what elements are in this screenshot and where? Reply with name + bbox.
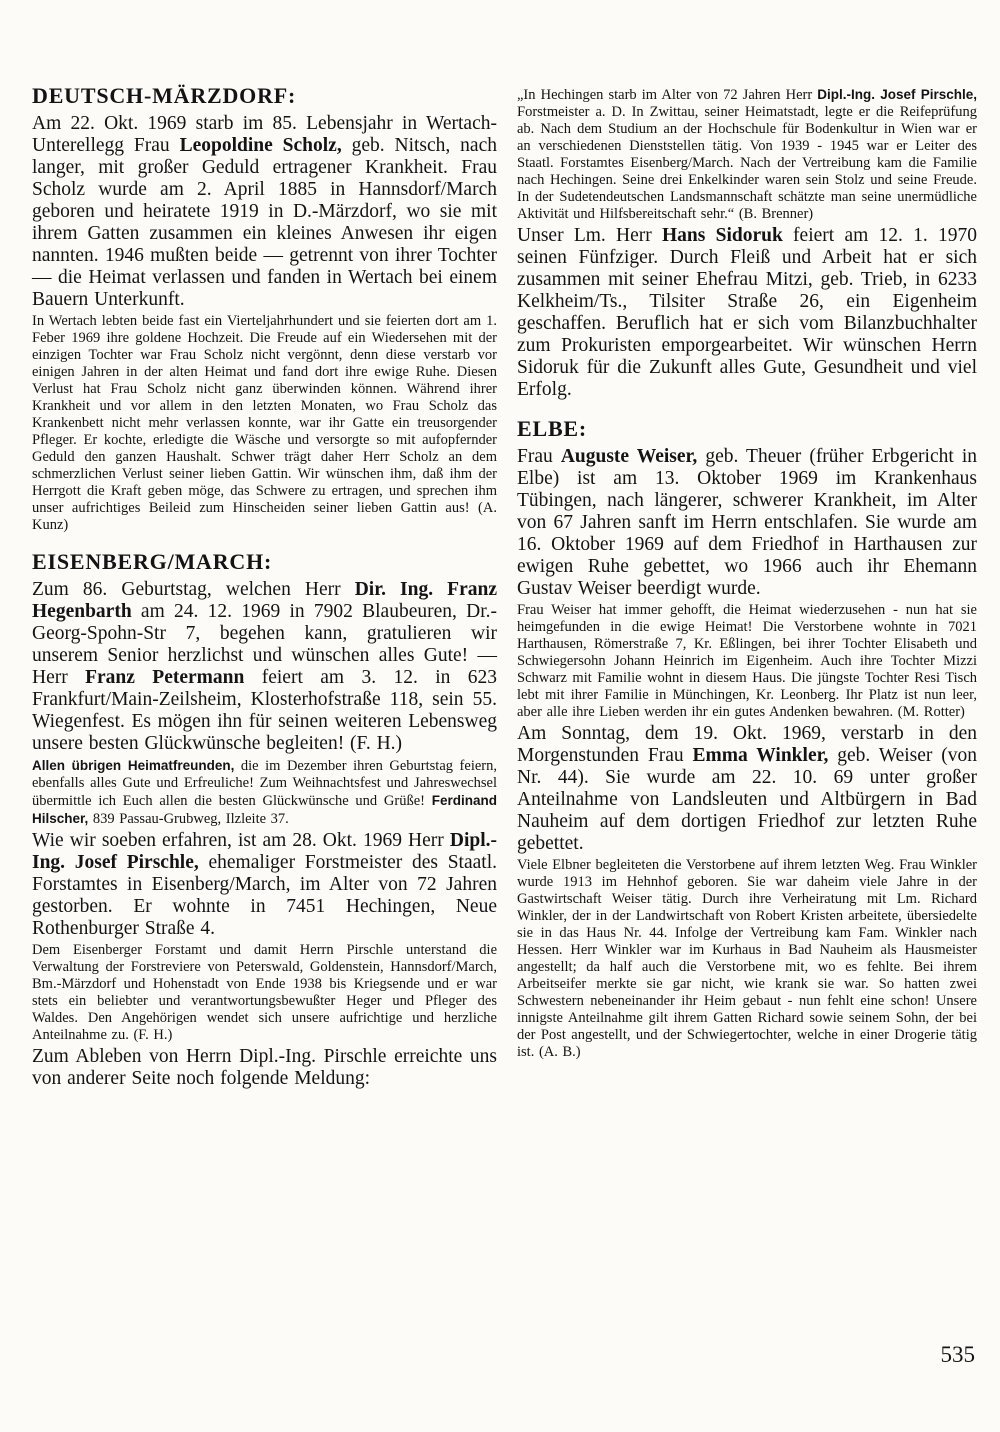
bold-name: Allen übrigen Heimatfreunden, [32,758,235,773]
pirschle-intro-paragraph: Zum Ableben von Herrn Dipl.-Ing. Pirschle erreichte uns von anderer Seite noch folgende Meldung: [32,1046,497,1089]
page-number: 535 [940,1342,975,1367]
greetings-paragraph: Allen übrigen Heimatfreunden, die im Dezember ihren Geburtstag feiern, ebenfalls alles Gute und Erfreuliche! Zum Weihnachtsfest und Jahreswechsel übermittle ich Euch allen die besten Glückwünsche und Grüße! Ferdinand Hilscher, 839 Passau-Grubweg, Ilzleite 37. [32,758,497,827]
section-heading-eisenberg-march: EISENBERG/MARCH: [32,549,273,574]
weiser-obituary-paragraph: Frau Auguste Weiser, geb. Theuer (früher Erbgericht in Elbe) ist am 13. Oktober 1969 im Krankenhaus Tübingen, nach längerer, schwerer Krankheit, im Alter von 67 Jahren sanft im Herrn entschlafen. Sie wurde am 16. Oktober 1969 auf dem Friedhof in Harthausen zur ewigen Ruhe gebettet, wo 1966 auch ihr Ehemann Gustav Weiser beerdigt wurde. [517,446,978,599]
section-heading-deutsch-maerzdorf: DEUTSCH-MÄRZDORF: [32,83,297,108]
bold-name: Leopoldine Scholz, [179,135,342,156]
bold-name: Auguste Weiser, [560,446,698,467]
pirschle-report-paragraph: „In Hechingen starb im Alter von 72 Jahren Herr Dipl.-Ing. Josef Pirschle, Forstmeister a. D. In Zwittau, seiner Heimatstadt, legte er die Reifeprüfung ab. Nach dem Studium an der Hochschule für Bodenkultur in Wien war er an verschiedenen Dienststellen tätig. Von 1939 - 1945 war er Leiter des Staatl. Forstamtes Eisenberg/March. Nach der Vertreibung kam die Familie nach Hechingen. Seine drei Enkelkinder waren sein Stolz und seine Freude. In der Sudetendeutschen Landsmannschaft schätzte man seine unermüdliche Aktivität und Hilfsbereitschaft sehr.“ (B. Brenner) [517,87,977,222]
bold-name: Franz Petermann [85,667,245,688]
bold-name: Dipl.-Ing. Josef Pirschle, [32,830,497,873]
pirschle-detail-paragraph: Dem Eisenberger Forstamt und damit Herrn Pirschle unterstand die Verwaltung der Forstreviere von Peterswald, Goldenstein, Hannsdorf/March, Bm.-Märzdorf und Hohenstadt von Ende 1938 bis Kriegsende und er war stets ein beliebter und verantwortungsbewußter Heger und Pfleger des Waldes. Den Angehörigen wendet sich unsere aufrichtige und herzliche Anteilnahme zu. (F. H.) [32,942,497,1043]
bold-name: Hans Sidoruk [662,225,783,246]
weiser-detail-paragraph: Frau Weiser hat immer gehofft, die Heimat wiederzusehen - nun hat sie heimgefunden in die ewige Heimat! Die Verstorbene wohnte in 7021 Harthausen, Römerstraße 7, Kr. Eßlingen, bei ihrer Tochter Elisabeth und Schwiegersohn Johann Heinrich im Eigenheim. Auch ihre Tochter Mizzi Schwarz mit Familie wohnt in diesem Haus. Die jüngste Tochter Resi Tisch lebt mit ihrer Familie in Münchingen, Kr. Leonberg. Ihr Platz ist nun leer, aber alle ihre Lieben werden ihr ein gutes Andenken bewahren. (M. Rotter) [517,602,977,720]
winkler-detail-paragraph: Viele Elbner begleiteten die Verstorbene auf ihrem letzten Weg. Frau Winkler wurde 1913 im Hehnhof geboren. Sie war daheim viele Jahre in der Gastwirtschaft Weiser tätig. Durch ihre Verheiratung mit Lm. Richard Winkler, der in der Landwirtschaft von Robert Kristen arbeitete, übersiedelte sie in das Haus Nr. 44. Infolge der Vertreibung kam Fam. Winkler nach Hessen. Herr Winkler war im Kurhaus in Bad Nauheim als Hausmeister angestellt; da half auch die Verstorbene mit, wo es fehlte. Bei ihrem Arbeitseifer merkte sie gar nicht, wie krank sie war. So hatten zwei Schwestern nebeneinander ihr Heim gebaut - nun fehlt eine schon! Unsere innigste Anteilnahme gilt ihrem Gatten Richard sowie seinem Sohn, der bei der Post angestellt, und der Schwiegertochter, welche in einer Drogerie tätig ist. (A. B.) [517,857,977,1060]
bold-name: Emma Winkler, [692,745,829,766]
scholz-detail-paragraph: In Wertach lebten beide fast ein Vierteljahrhundert und sie feierten dort am 1. Feber 1969 ihre goldene Hochzeit. Die Freude auf ein Wiedersehen mit der einzigen Tochter war Frau Scholz nicht vergönnt, denn diese verstarb vor einigen Jahren in der alten Heimat und fand dort ihre ewige Ruhe. Diesen Verlust hat Frau Scholz nicht ganz überwinden können. Während ihrer Krankheit und vor allem in den letzten Monaten, wo Frau Scholz das Krankenbett nicht mehr verlassen konnte, war ihr Gatte ein treusorgender Pfleger. Er kochte, erledigte die Wäsche und versorgte so mit aufopfernder Geduld den ganzen Haushalt. Schwer trägt daher Herr Scholz an dem schmerzlichen Verlust seiner lieben Gattin. Wir wünschen ihm, daß ihm der Herrgott die Kraft geben möge, das Schwere zu ertragen, und sprechen ihm unser aufrichtiges Beileid zum Hinscheiden seiner lieben Gattin aus! (A. Kunz) [32,313,497,533]
birthdays-paragraph: Zum 86. Geburtstag, welchen Herr Dir. Ing. Franz Hegenbarth am 24. 12. 1969 in 7902 Blaubeuren, Dr.-Georg-Spohn-Str 7, begehen kann, gratulieren wir unserem Senior herzlichst und wünschen alles Gute! — Herr Franz Petermann feiert am 3. 12. in 623 Frankfurt/Main-Zeilsheim, Klosterhofstraße 118, sein 55. Wiegenfest. Es mögen ihn für seinen weiteren Lebensweg unsere besten Glückwünsche begleiten! (F. H.) [32,579,497,754]
bold-name: Ferdinand Hilscher, [32,793,497,826]
winkler-obituary-paragraph: Am Sonntag, dem 19. Okt. 1969, verstarb in den Morgenstunden Frau Emma Winkler, geb. Weiser (von Nr. 44). Sie wurde am 22. 10. 69 unter großer Anteilnahme von Landsleuten und Altbürgern in Bad Nauheim auf dem dortigen Friedhof zur letzten Ruhe gebettet. [517,723,977,854]
scholz-obituary-paragraph: Am 22. Okt. 1969 starb im 85. Lebensjahr in Wertach-Unterellegg Frau Leopoldine Scholz, geb. Nitsch, nach langer, mit großer Geduld ertragener Krankheit. Frau Scholz wurde am 2. April 1885 in Hannsdorf/March geboren und heiratete 1919 in D.-Märzdorf, wo sie mit ihrem Gatten zusammen ein kleines Anwesen ihr eigen nannten. 1946 mußten beide — getrennt von ihrer Tochter — die Heimat verlassen und fanden in Wertach bei einem Bauern Unterkunft. [32,113,497,310]
section-heading-elbe: ELBE: [517,416,588,441]
left-column [32,84,497,1092]
two-column-layout [32,84,977,1092]
pirschle-news-paragraph: Wie wir soeben erfahren, ist am 28. Okt. 1969 Herr Dipl.-Ing. Josef Pirschle, ehemaliger Forstmeister des Staatl. Forstamtes in Eisenberg/March, im Alter von 72 Jahren gestorben. Er wohnte in 7451 Hechingen, Neue Rothenburger Straße 4. [32,830,497,939]
bold-name: Dipl.-Ing. Josef Pirschle, [817,87,977,102]
right-column [517,84,977,1092]
sidoruk-birthday-paragraph: Unser Lm. Herr Hans Sidoruk feiert am 12. 1. 1970 seinen Fünfziger. Durch Fleiß und Arbeit hat er sich zusammen mit seiner Ehefrau Mitzi, geb. Trieb, in 6233 Kelkheim/Ts., Tilsiter Straße 26, ein Eigenheim geschaffen. Beruflich hat er sich vom Bilanzbuchhalter zum Prokuristen emporgearbeitet. Wir wünschen Herrn Sidoruk für die Zukunft alles Gute, Gesundheit und viel Erfolg. [517,225,978,400]
bold-name: Dir. Ing. Franz Hegenbarth [32,579,497,622]
